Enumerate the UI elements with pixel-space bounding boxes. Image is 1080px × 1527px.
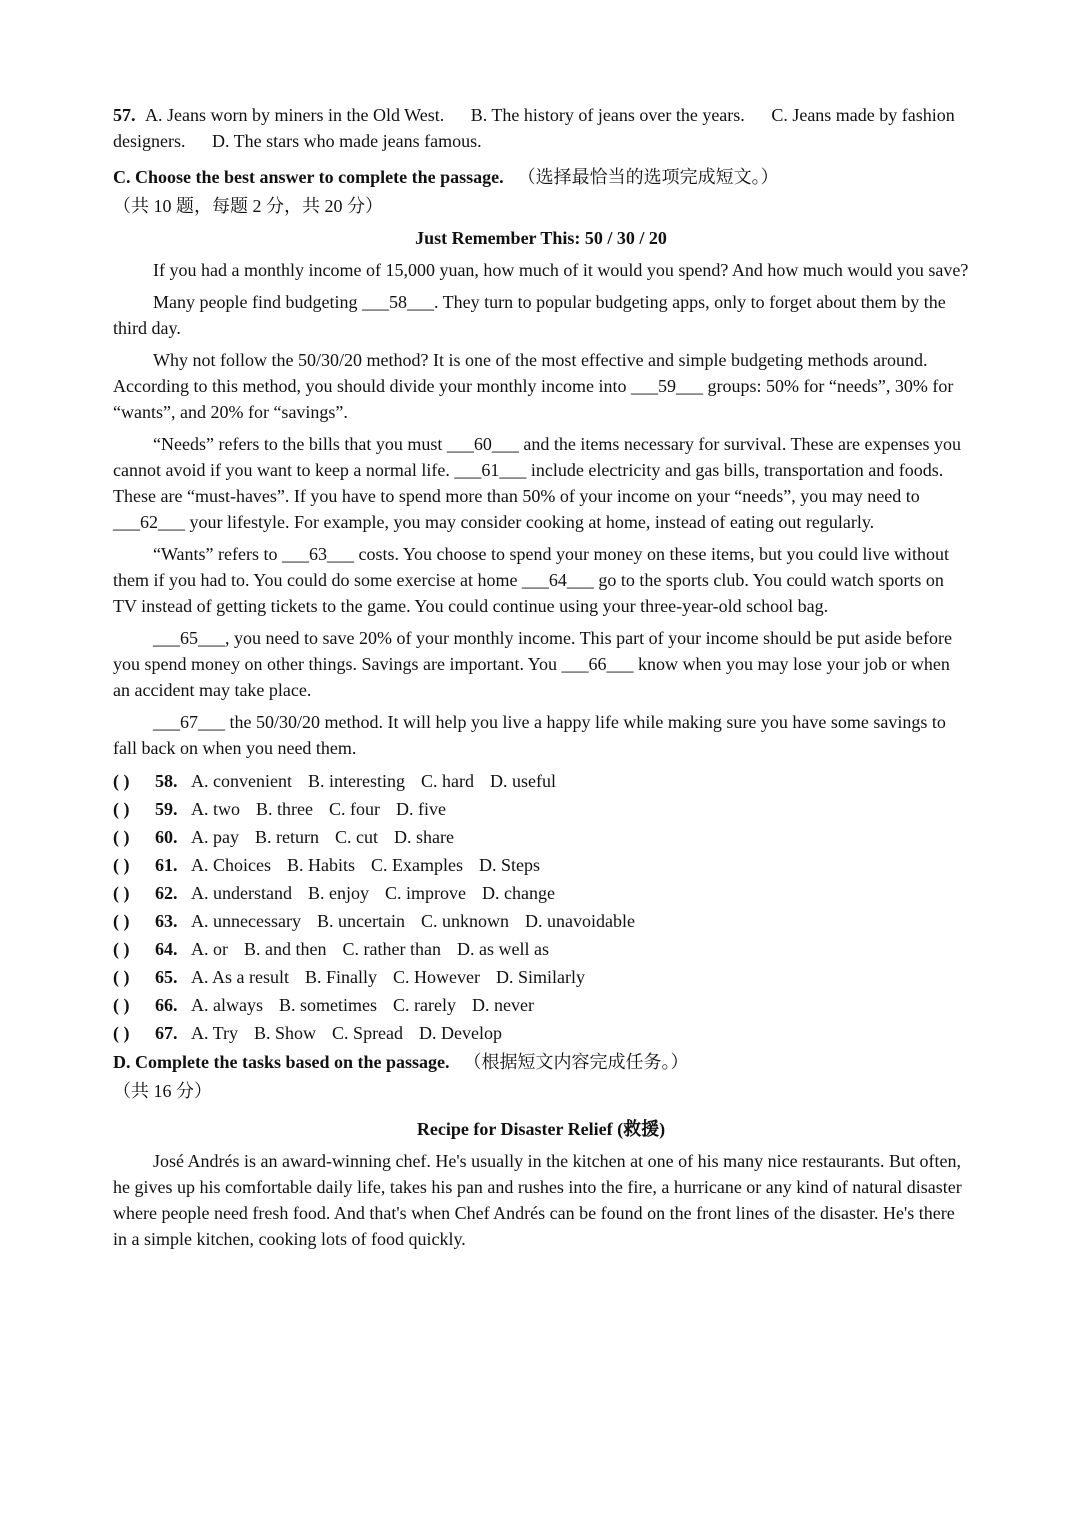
question-number: 67. xyxy=(155,1023,178,1043)
question-number: 65. xyxy=(155,967,178,987)
option-a: A. always xyxy=(191,995,263,1015)
question-number: 61. xyxy=(155,855,178,875)
question-57 xyxy=(113,102,969,154)
section-c-note: （共 10 题，每题 2 分，共 20 分） xyxy=(113,196,383,216)
answer-blank: ( ) xyxy=(113,939,130,959)
answer-blank: ( ) xyxy=(113,967,130,987)
question-number: 64. xyxy=(155,939,178,959)
choice-row-63 xyxy=(113,907,969,935)
option-d: D. Similarly xyxy=(496,967,585,987)
passage-c-paragraph-1: If you had a monthly income of 15,000 yuan, how much of it would you spend? And how much would you save? xyxy=(153,260,969,280)
question-number: 58. xyxy=(155,771,178,791)
option-c: C. Jeans made by fashion designers. xyxy=(113,105,955,151)
passage-c-paragraph-2: Many people find budgeting ___58___. They turn to popular budgeting apps, only to forget about them by the third day. xyxy=(113,292,946,338)
option-b: B. Finally xyxy=(305,967,378,987)
choice-row-58 xyxy=(113,767,969,795)
option-c: C. hard xyxy=(420,771,474,791)
section-d-heading-cn: （根据短文内容完成任务。） xyxy=(463,1052,689,1072)
choice-row-64 xyxy=(113,935,969,963)
option-a: A. As a result xyxy=(191,967,289,987)
option-c: C. However xyxy=(393,967,480,987)
answer-blank: ( ) xyxy=(113,995,130,1015)
option-d: D. unavoidable xyxy=(524,911,635,931)
option-b: B. sometimes xyxy=(278,995,377,1015)
passage-d-paragraph-1: José Andrés is an award-winning chef. He's usually in the kitchen at one of his many nice restaurants. But often, he gives up his comfortable daily life, takes his pan and rushes into the fire, a hurricane or any kind of natural disaster where people need fresh food. And that's when Chef Andrés can be found on the front lines of the disaster. He's there in a simple kitchen, cooking lots of food quickly. xyxy=(113,1151,962,1249)
answer-blank: ( ) xyxy=(113,799,130,819)
option-d: D. Develop xyxy=(419,1023,503,1043)
answer-blank: ( ) xyxy=(113,1023,130,1043)
option-d: D. never xyxy=(471,995,534,1015)
option-c: C. Spread xyxy=(332,1023,404,1043)
answer-blank: ( ) xyxy=(113,855,130,875)
option-a: A. Jeans worn by miners in the Old West. xyxy=(145,105,445,125)
option-b: B. uncertain xyxy=(316,911,405,931)
choice-row-62 xyxy=(113,879,969,907)
passage-c-title: Just Remember This: 50 / 30 / 20 xyxy=(415,228,667,248)
section-d-note: （共 16 分） xyxy=(113,1081,212,1101)
choice-row-59 xyxy=(113,795,969,823)
question-number: 63. xyxy=(155,911,178,931)
section-c-heading xyxy=(113,164,969,190)
option-d: D. useful xyxy=(489,771,556,791)
option-d: D. share xyxy=(393,827,454,847)
option-b: B. and then xyxy=(244,939,327,959)
section-c-heading-cn: （选择最恰当的选项完成短文。） xyxy=(517,167,779,187)
option-d: D. Steps xyxy=(479,855,541,875)
option-b: B. return xyxy=(255,827,319,847)
answer-blank: ( ) xyxy=(113,883,130,903)
option-b: B. enjoy xyxy=(307,883,369,903)
option-d: D. five xyxy=(395,799,446,819)
answer-blank: ( ) xyxy=(113,911,130,931)
option-a: A. Try xyxy=(191,1023,239,1043)
question-number: 66. xyxy=(155,995,178,1015)
option-c: C. improve xyxy=(384,883,466,903)
section-c-heading-en: C. Choose the best answer to complete the passage. xyxy=(113,167,504,187)
option-c: C. cut xyxy=(334,827,378,847)
section-d-heading-en: D. Complete the tasks based on the passage. xyxy=(113,1052,450,1072)
choice-row-60 xyxy=(113,823,969,851)
section-d-heading xyxy=(113,1049,969,1075)
passage-c-paragraph-3: Why not follow the 50/30/20 method? It is one of the most effective and simple budgeting methods around. According to this method, you should divide your monthly income into ___59___ groups: 50% for “needs”, 30% for “wants”, and 20% for “savings”. xyxy=(113,350,954,422)
passage-c-paragraph-6: ___65___, you need to save 20% of your monthly income. This part of your income should be put aside before you spend money on other things. Savings are important. You ___66___ know when you may lose your job or when an accident may take place. xyxy=(113,628,953,700)
option-b: B. Habits xyxy=(287,855,356,875)
choice-row-61 xyxy=(113,851,969,879)
option-a: A. or xyxy=(191,939,228,959)
choice-row-65 xyxy=(113,963,969,991)
option-d: D. The stars who made jeans famous. xyxy=(211,131,482,151)
passage-c-paragraph-7: ___67___ the 50/30/20 method. It will help you live a happy life while making sure you have some savings to fall back on when you need them. xyxy=(113,712,946,758)
question-number: 60. xyxy=(155,827,178,847)
option-d: D. change xyxy=(481,883,555,903)
option-a: A. two xyxy=(191,799,240,819)
exam-page xyxy=(113,102,969,1258)
option-b: B. three xyxy=(256,799,313,819)
option-c: C. Examples xyxy=(371,855,464,875)
passage-c-paragraph-5: “Wants” refers to ___63___ costs. You choose to spend your money on these items, but you could live without them if you had to. You could do some exercise at home ___64___ go to the sports club. You could watch sports on TV instead of getting tickets to the game. You could continue using your three-year-old school bag. xyxy=(113,544,949,616)
choice-row-67 xyxy=(113,1019,969,1047)
option-b: B. Show xyxy=(254,1023,317,1043)
option-c: C. rarely xyxy=(392,995,456,1015)
option-a: A. convenient xyxy=(191,771,292,791)
option-a: A. unnecessary xyxy=(191,911,301,931)
choice-list xyxy=(113,767,969,1047)
option-a: A. pay xyxy=(191,827,239,847)
option-c: C. unknown xyxy=(420,911,509,931)
option-d: D. as well as xyxy=(456,939,549,959)
option-c: C. four xyxy=(328,799,380,819)
option-b: B. interesting xyxy=(307,771,405,791)
question-number: 62. xyxy=(155,883,178,903)
answer-blank: ( ) xyxy=(113,771,130,791)
passage-c-paragraph-4: “Needs” refers to the bills that you must ___60___ and the items necessary for survival. These are expenses you cannot avoid if you want to keep a normal life. ___61___ include electricity and gas bills, transportation and foods. These are “must-haves”. If you have to spend more than 50% of your income on your “needs”, you may need to ___62___ your lifestyle. For example, you may consider cooking at home, instead of eating out regularly. xyxy=(113,434,961,532)
choice-row-66 xyxy=(113,991,969,1019)
answer-blank: ( ) xyxy=(113,827,130,847)
question-number: 57. xyxy=(113,105,136,125)
option-a: A. Choices xyxy=(191,855,271,875)
passage-d-title: Recipe for Disaster Relief (救援) xyxy=(416,1119,666,1139)
question-number: 59. xyxy=(155,799,178,819)
option-c: C. rather than xyxy=(342,939,441,959)
option-a: A. understand xyxy=(191,883,292,903)
option-b: B. The history of jeans over the years. xyxy=(470,105,745,125)
